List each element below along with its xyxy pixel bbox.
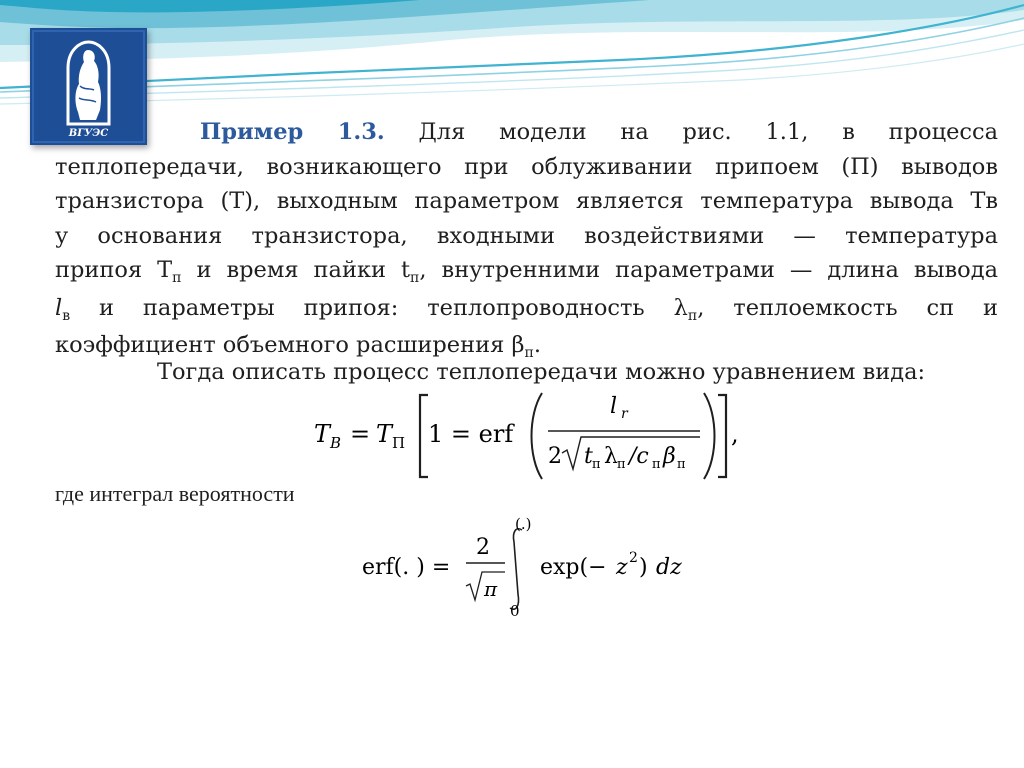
svg-text:/c: /c — [629, 444, 649, 469]
svg-text:2: 2 — [548, 444, 562, 469]
svg-text:exp(−: exp(− — [540, 555, 607, 580]
equation-erf — [350, 508, 710, 626]
svg-text:П: П — [392, 434, 406, 452]
paragraph-line-6: $l_в$ и параметры припоя: теплопроводность $\lambda_п$, теплоемкость сп и — [55, 294, 998, 324]
svg-text:п: п — [677, 457, 686, 472]
svg-text:(.): (.) — [515, 515, 532, 533]
example-paragraph — [55, 115, 998, 366]
svg-text:=: = — [350, 420, 371, 448]
svg-text:z: z — [616, 555, 628, 580]
paragraph-line-4: у основания транзистора, входными воздействиями — температура — [55, 222, 998, 249]
equation-temperature — [300, 385, 760, 485]
paragraph-line-5: припоя $Т_п$ и время пайки $t_п$, внутренними параметрами — длина вывода — [55, 257, 998, 286]
svg-text:): ) — [639, 555, 648, 580]
svg-text:п: п — [617, 457, 626, 472]
svg-text:2: 2 — [629, 550, 638, 566]
svg-text:t: t — [584, 444, 593, 469]
svg-text:B: B — [330, 434, 342, 452]
svg-text:l: l — [610, 394, 618, 419]
svg-text:π: π — [484, 577, 498, 601]
svg-text:,: , — [731, 420, 739, 448]
svg-text:1 = erf: 1 = erf — [428, 420, 514, 448]
svg-text:п: п — [652, 457, 661, 472]
paragraph-line-3: транзистора (Т), выходным параметром является температура вывода Тв — [55, 188, 998, 214]
svg-text:erf(. ) =: erf(. ) = — [362, 555, 451, 580]
svg-text:T: T — [314, 420, 331, 448]
svg-text:п: п — [592, 457, 601, 472]
svg-text:T: T — [376, 420, 393, 448]
paragraph-line-2: теплопередачи, возникающего при облуживании припоем (П) выводов — [55, 153, 998, 180]
svg-text:λ: λ — [604, 444, 618, 469]
svg-text:r: r — [621, 406, 628, 422]
paragraph-line-1: Пример 1.3. Для модели на рис. 1.1, в процесса — [200, 119, 998, 145]
paragraph-line-7: коэффициент объемного расширения $\beta_п$. — [55, 332, 541, 361]
integral-intro: где интеграл вероятности — [55, 481, 295, 506]
svg-text:dz: dz — [656, 555, 682, 580]
svg-text:0: 0 — [510, 602, 520, 620]
svg-text:2: 2 — [476, 535, 490, 560]
equation-intro: Тогда описать процесс теплопередачи можно уравнением вида: — [157, 359, 926, 385]
logo-text: ВГУЭС — [68, 128, 109, 139]
svg-text:β: β — [663, 444, 676, 469]
example-label: Пример 1.3. — [200, 119, 385, 145]
